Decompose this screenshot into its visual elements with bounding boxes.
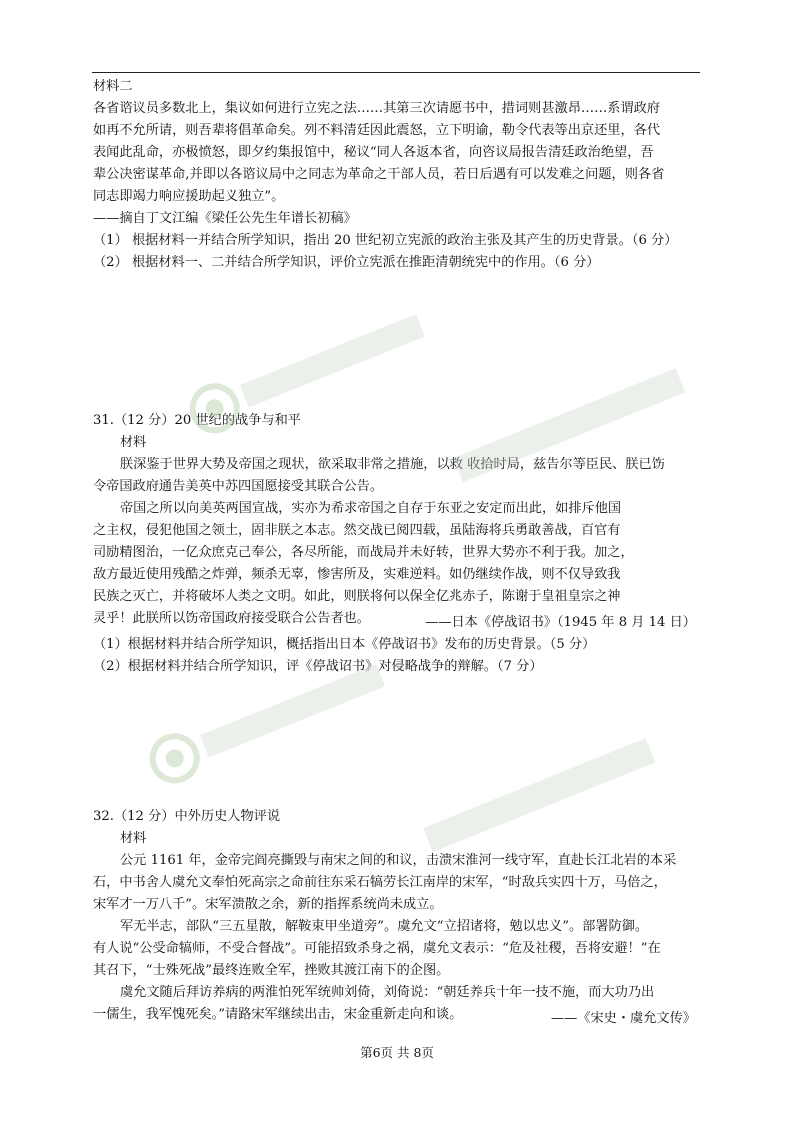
q31-line: 帝国之所以向美英两国宣战，实亦为希求帝国之自存于东亚之安定而出此，如排斥他国 [120,501,622,516]
q32-line: 军无半志，部队“三五星散，解鞍束甲坐道旁”。虞允文“立招诸将，勉以忠义”。部署防御。 [120,919,649,934]
material2-question-2: （2） 根据材料一、二并结合所学知识，评价立宪派在推距清朝统宪中的作用。（6 分） [93,255,600,270]
material2-line: 如再不允所请，则吾辈将倡革命矣。列不料清廷因此震怒，立下明谕，勒令代表等出京还里，各代 [93,123,661,138]
material2-line: 各省谘议员多数北上，集议如何进行立宪之法……其第三次请愿书中，措词则甚激昂……系谓政府 [93,101,661,116]
q32-title: 32.（12 分）中外历史人物评说 [93,809,281,824]
q31-line: 之主权，侵犯他国之领土，固非朕之本志。然交战已阅四载，虽陆海将兵勇敢善战，百官有 [93,523,621,538]
material2-question-1: （1） 根据材料一并结合所学知识，指出 20 世纪初立宪派的政治主张及其产生的历史背景。（6 分） [93,233,678,248]
q31-line: 民族之灭亡，并将破坏人类之文明。如此，则朕将何以保全亿兆赤子，陈谢于皇祖皇宗之神 [93,589,621,604]
q32-line: 公元 1161 年，金帝完阎亮撕毁与南宋之间的和议，击溃宋淮河一线守军，直赴长江北岩的本采 [120,853,677,868]
q32-line: 有人说“公受命犒师，不受合督战”。可能招致杀身之祸，虞允文表示：“危及社稷，吾将安避！”在 [93,941,661,956]
q31-material-label: 材料 [120,435,147,450]
q32-source: ——《宋史・虞允文传》 [550,1011,696,1026]
q31-title: 31.（12 分）20 世纪的战争与和平 [93,413,301,428]
q32-material-label: 材料 [120,831,147,846]
material2-line: 同志即竭力响应援助起义独立”。 [93,189,285,204]
q32-line: 一儒生，我军愧死矣。”请路宋军继续出击，宋金重新走向和谈。 [93,1007,463,1022]
material2-line: 辈公决密谋革命,并即以各谘议局中之同志为革命之干部人员，若日后遇有可以发难之问题，则各省 [93,167,665,182]
q32-line: 石，中书舍人虞允文奉怕死高宗之命前往东采石犒劳长江南岸的宋军，“时敌兵实四十万，马倍之， [93,875,667,890]
q32-line: 虞允文随后拜访养病的两淮怕死军统帅刘倚，刘倚说：“朝廷养兵十年一技不施，而大功乃出 [120,985,655,1000]
q31-source: ——日本《停战诏书》（1945 年 8 月 14 日） [425,615,696,630]
material2-source: ——摘自丁文江编《梁任公先生年谱长初稿》 [93,211,357,226]
q31-line: 令帝国政府通告美英中苏四国愿接受其联合公告。 [93,479,384,494]
q32-line: 宋军才一万八千”。宋军溃散之余，新的指挥系统尚未成立。 [93,897,443,912]
material2-heading: 材料二 [93,79,133,94]
q31-line: 灵乎！此朕所以饬帝国政府接受联合公告者也。 [93,611,370,626]
top-rule [92,72,700,73]
q32-line: 其召下，“士殊死战”最终连败全军，挫败其渡江南下的企图。 [93,963,450,978]
q31-line: 朕深鉴于世界大势及帝国之现状，欲采取非常之措施，以救 收拾时局，兹告尔等臣民、朕已饬 [120,457,665,472]
q31-question-1: （1）根据材料并结合所学知识，概括指出日本《停战诏书》发布的历史背景。（5 分） [93,637,596,652]
page-footer: 第6页 共 8页 [360,1045,434,1060]
q31-line: 敌方最近使用残酷之炸弹，频杀无辜，惨害所及，实难逆料。如仍继续作战，则不仅导致我 [93,567,621,582]
q31-question-2: （2）根据材料并结合所学知识，评《停战诏书》对侵略战争的辩解。（7 分） [93,659,543,674]
q31-line: 司励精图治，一亿众庶克己奉公，各尽所能，而战局并未好转，世界大势亦不利于我。加之， [93,545,634,560]
watermark-logo [419,727,662,867]
material2-line: 表闻此乱命，亦极愤怒，即夕约集报馆中，秘议“同人各返本省，向咨议局报告清廷政治绝望，吾 [93,145,654,160]
